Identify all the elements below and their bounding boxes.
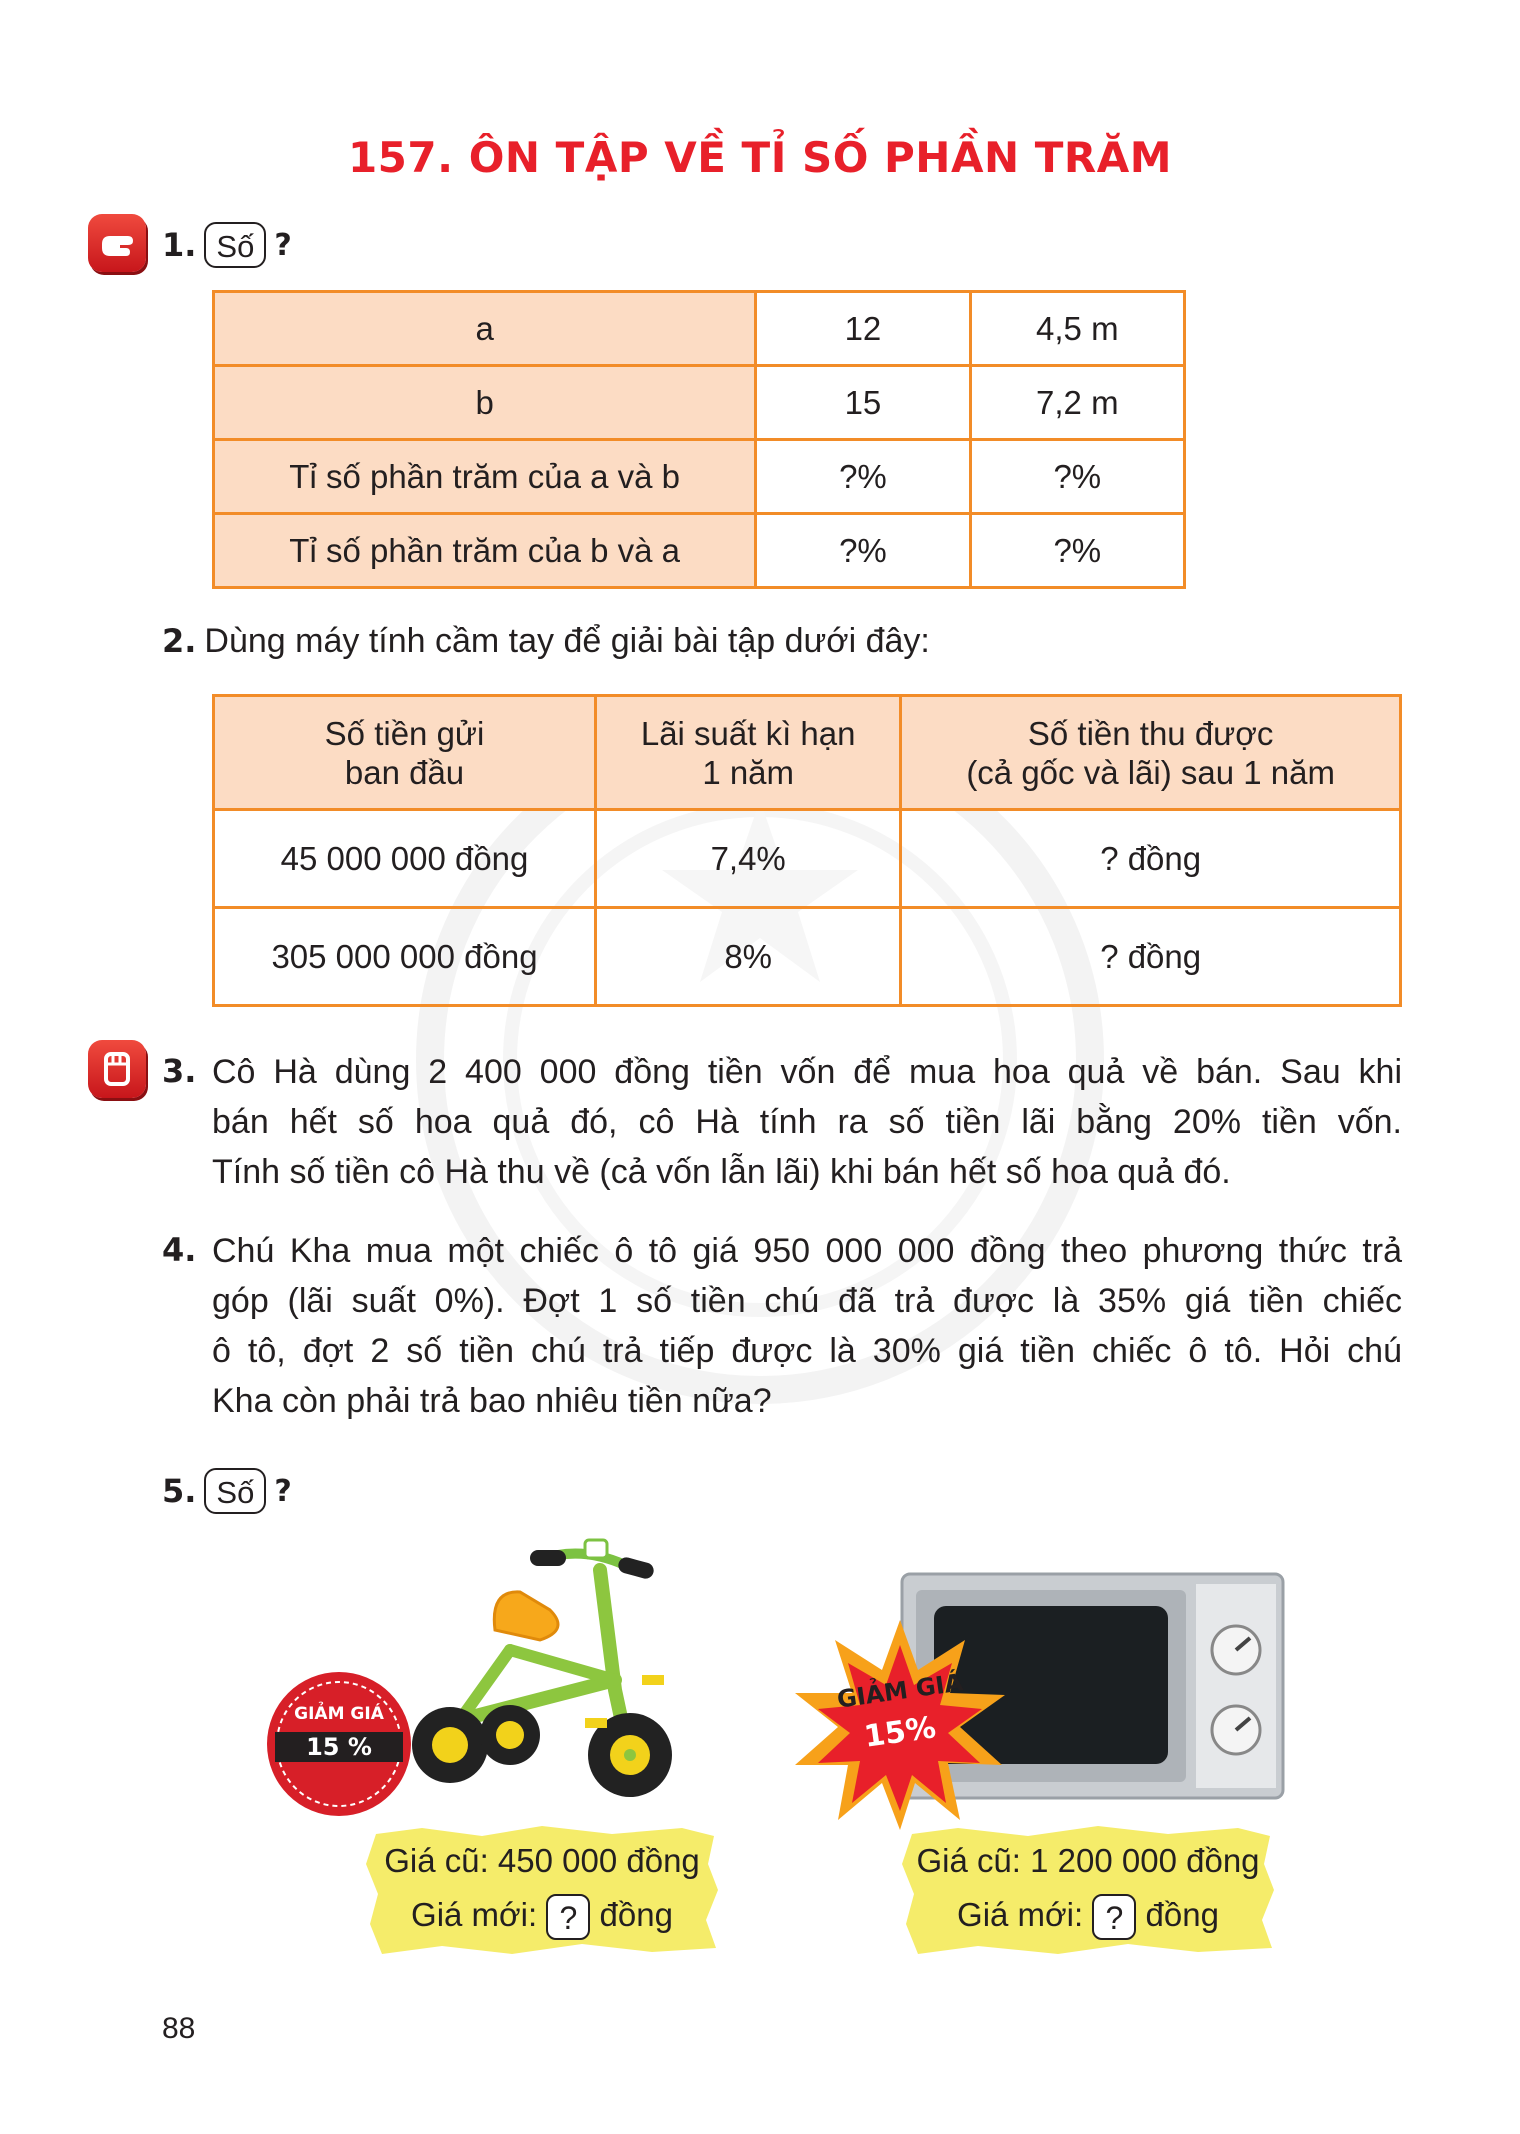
question-1-number: 1. [162,226,197,264]
question-3-number: 3. [162,1052,197,1090]
q2-table [212,694,1402,1007]
question-4-number: 4. [162,1231,197,1269]
header-line: Số tiền thu được [1027,714,1274,752]
tricycle-image [400,1520,700,1800]
question-2-number: 2. [162,622,197,660]
q1-cell: 15 [756,366,970,440]
answer-box[interactable]: ? [1092,1894,1136,1940]
badge-right-line1: GIẢM GIÁ [835,1668,965,1714]
badge-right-line2: 15% [862,1710,938,1755]
q1-table [212,290,1186,589]
table-header-row [214,696,1401,810]
q2-cell: 305 000 000 đồng [214,908,596,1006]
badge-left-line1: GIẢM GIÁ [294,1704,384,1724]
q2-cell: 7,4% [596,810,901,908]
new-price-unit: đồng [1145,1896,1219,1933]
q1-row-label: a [214,292,756,366]
question-5-mark: ? [274,1473,292,1509]
page-title: 157. ÔN TẬP VỀ TỈ SỐ PHẦN TRĂM [347,133,1173,182]
table-row [214,514,1185,588]
text-line: Kha còn phải trả bao nhiêu tiền nữa? [212,1382,772,1420]
text-line: ô tô, đợt 2 số tiền chú trả tiếp được là 30% giá tiền chiếc ô tô. Hỏi chú [212,1332,1402,1370]
question-3-text [212,1047,1402,1197]
question-5-heading [162,1468,292,1514]
text-line: góp (lãi suất 0%). Đợt 1 số tiền chú đã trả được là 35% giá tiền chiếc [212,1282,1402,1320]
text-line: bán hết số hoa quả đó, cô Hà tính ra số tiền lãi bằng 20% tiền vốn. [212,1103,1402,1141]
q1-cell: ?% [970,514,1184,588]
header-line: 1 năm [702,753,795,791]
hand-point-icon [88,214,146,272]
header-line: (cả gốc và lãi) sau 1 năm [966,753,1335,791]
text-line: Chú Kha mua một chiếc ô tô giá 950 000 000 đồng theo phương thức trả [212,1232,1402,1270]
question-2-text: Dùng máy tính cầm tay để giải bài tập dưới đây: [204,622,930,660]
question-1-mark: ? [274,227,292,263]
question-4-text [212,1226,1402,1426]
q2-header-cell [901,696,1401,810]
q2-header-cell [214,696,596,810]
new-price-row-left [362,1888,722,1942]
discount-badge-left [265,1670,413,1818]
q1-row-label: Tỉ số phần trăm của b và a [214,514,756,588]
table-row [214,908,1401,1006]
question-2-heading [162,616,930,666]
new-price-label: Giá mới: [411,1896,538,1933]
q2-cell: 45 000 000 đồng [214,810,596,908]
page-number: 88 [162,2012,196,2045]
q1-cell: 12 [756,292,970,366]
fist-icon [88,1040,146,1098]
question-5-number: 5. [162,1472,197,1510]
badge-left-line2: 15 % [306,1733,372,1761]
q1-cell: 4,5 m [970,292,1184,366]
table-row [214,810,1401,908]
old-price-left: Giá cũ: 450 000 đồng [384,1842,700,1879]
new-price-unit: đồng [599,1896,673,1933]
new-price-label: Giá mới: [957,1896,1084,1933]
table-row [214,366,1185,440]
table-row [214,292,1185,366]
q2-header-cell [596,696,901,810]
question-1-heading [162,222,292,268]
question-1-so-box: Số [204,222,266,268]
answer-box[interactable]: ? [546,1894,590,1940]
discount-badge-right [790,1615,1010,1835]
header-line: Số tiền gửi [324,714,485,752]
question-5-so-box: Số [204,1468,266,1514]
q1-cell: 7,2 m [970,366,1184,440]
q1-row-label: Tỉ số phần trăm của a và b [214,440,756,514]
q1-cell: ?% [970,440,1184,514]
table-row [214,440,1185,514]
q1-row-label: b [214,366,756,440]
text-line: Tính số tiền cô Hà thu về (cả vốn lẫn lãi) khi bán hết số hoa quả đó. [212,1153,1231,1191]
text-line: Cô Hà dùng 2 400 000 đồng tiền vốn để mua hoa quả về bán. Sau khi [212,1053,1402,1091]
q1-cell: ?% [756,440,970,514]
q2-cell: ? đồng [901,810,1401,908]
new-price-row-right [898,1888,1278,1942]
q2-cell: ? đồng [901,908,1401,1006]
q2-cell: 8% [596,908,901,1006]
q1-cell: ?% [756,514,970,588]
header-line: ban đầu [344,753,465,791]
header-line: Lãi suất kì hạn [640,714,856,752]
old-price-right: Giá cũ: 1 200 000 đồng [916,1842,1260,1879]
price-tag-right [898,1824,1278,1956]
price-tag-left [362,1824,722,1956]
